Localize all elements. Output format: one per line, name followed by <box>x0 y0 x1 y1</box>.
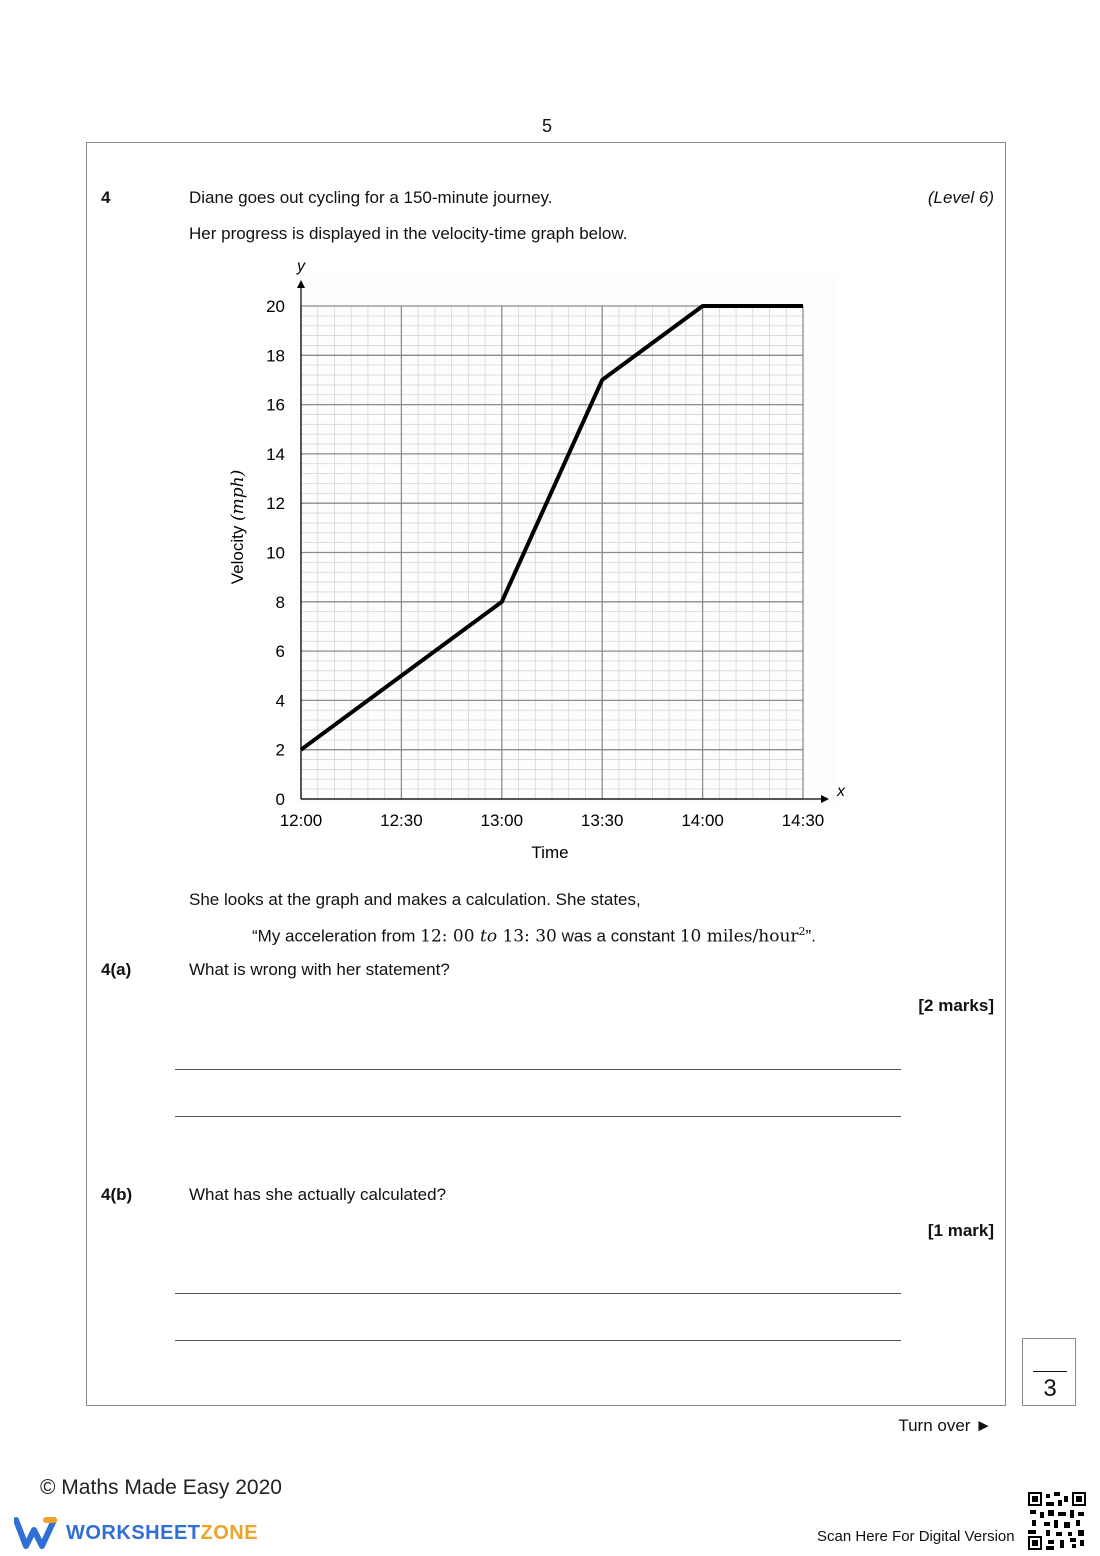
x-axis-label: Time <box>531 843 569 862</box>
level-label: (Level 6) <box>927 188 994 207</box>
quote-time-1: 12: 00 <box>420 926 480 947</box>
score-box[interactable] <box>1022 1338 1076 1406</box>
x-tick-label: 13:30 <box>580 811 624 830</box>
question-intro-1: Diane goes out cycling for a 150-minute journey. <box>189 188 553 207</box>
part-a-label: 4(a) <box>101 960 132 979</box>
y-tick-label: 20 <box>266 297 285 316</box>
x-tick-label: 12:00 <box>279 811 323 830</box>
logo-text-zone: ZONE <box>200 1521 259 1544</box>
y-axis-unit: (mph) <box>228 469 248 521</box>
y-tick-label: 6 <box>275 642 285 662</box>
quote-pre: “My acceleration from <box>252 926 421 946</box>
y-tick-label: 2 <box>275 740 285 760</box>
x-axis-letter: x <box>837 783 845 800</box>
part-a-text: What is wrong with her statement? <box>189 960 450 979</box>
score-total: 3 <box>1043 1375 1057 1402</box>
quote-exponent: 2 <box>798 925 806 938</box>
y-axis-letter: y <box>297 258 305 275</box>
y-tick-label: 8 <box>275 592 285 612</box>
y-tick-label: 12 <box>266 494 285 514</box>
x-tick-label: 12:30 <box>380 811 423 830</box>
part-b-answer-line-1[interactable] <box>175 1293 901 1294</box>
quote <box>252 925 816 947</box>
y-tick-labels <box>266 297 285 809</box>
quote-end: ”. <box>805 926 816 946</box>
scan-caption: Scan Here For Digital Version <box>817 1528 1015 1545</box>
after-graph-text: She looks at the graph and makes a calculation. She states, <box>189 890 641 909</box>
part-b-text: What has she actually calculated? <box>189 1185 447 1204</box>
plot-background <box>295 274 837 805</box>
question-number: 4 <box>101 188 111 207</box>
part-a-answer-line-1[interactable] <box>175 1069 901 1070</box>
velocity-time-graph <box>215 250 855 870</box>
x-tick-label: 14:30 <box>781 811 825 830</box>
part-b-marks: [1 mark] <box>927 1221 994 1240</box>
part-b-label: 4(b) <box>101 1185 133 1204</box>
y-axis-label <box>228 470 248 585</box>
copyright: © Maths Made Easy 2020 <box>40 1476 282 1499</box>
y-tick-label: 4 <box>275 691 285 711</box>
quote-mid: was a constant <box>556 926 680 946</box>
y-tick-label: 16 <box>266 395 285 415</box>
y-tick-label: 10 <box>266 543 285 563</box>
logo-w-icon <box>14 1516 58 1550</box>
quote-value: 10 miles/hour <box>679 926 799 947</box>
x-tick-label: 13:00 <box>480 811 524 830</box>
part-b-answer-line-2[interactable] <box>175 1340 901 1341</box>
turn-over-label: Turn over ► <box>898 1416 992 1435</box>
quote-time-2: 13: 30 <box>497 926 557 947</box>
score-entry-line <box>1033 1371 1067 1372</box>
y-tick-label: 0 <box>275 790 285 809</box>
qr-code-icon[interactable] <box>1028 1492 1086 1550</box>
question-intro-2: Her progress is displayed in the velocity-time graph below. <box>189 224 628 243</box>
y-tick-label: 18 <box>266 346 285 366</box>
worksheetzone-logo <box>14 1516 258 1550</box>
logo-text-worksheet: WORKSHEET <box>66 1521 201 1544</box>
page-number: 5 <box>541 116 552 136</box>
y-axis-label-word: Velocity <box>228 525 247 585</box>
y-tick-label: 14 <box>266 444 285 464</box>
x-tick-label: 14:00 <box>681 811 724 830</box>
part-a-marks: [2 marks] <box>918 996 994 1015</box>
quote-to: to <box>479 926 498 947</box>
x-tick-labels <box>280 811 825 830</box>
part-a-answer-line-2[interactable] <box>175 1116 901 1117</box>
